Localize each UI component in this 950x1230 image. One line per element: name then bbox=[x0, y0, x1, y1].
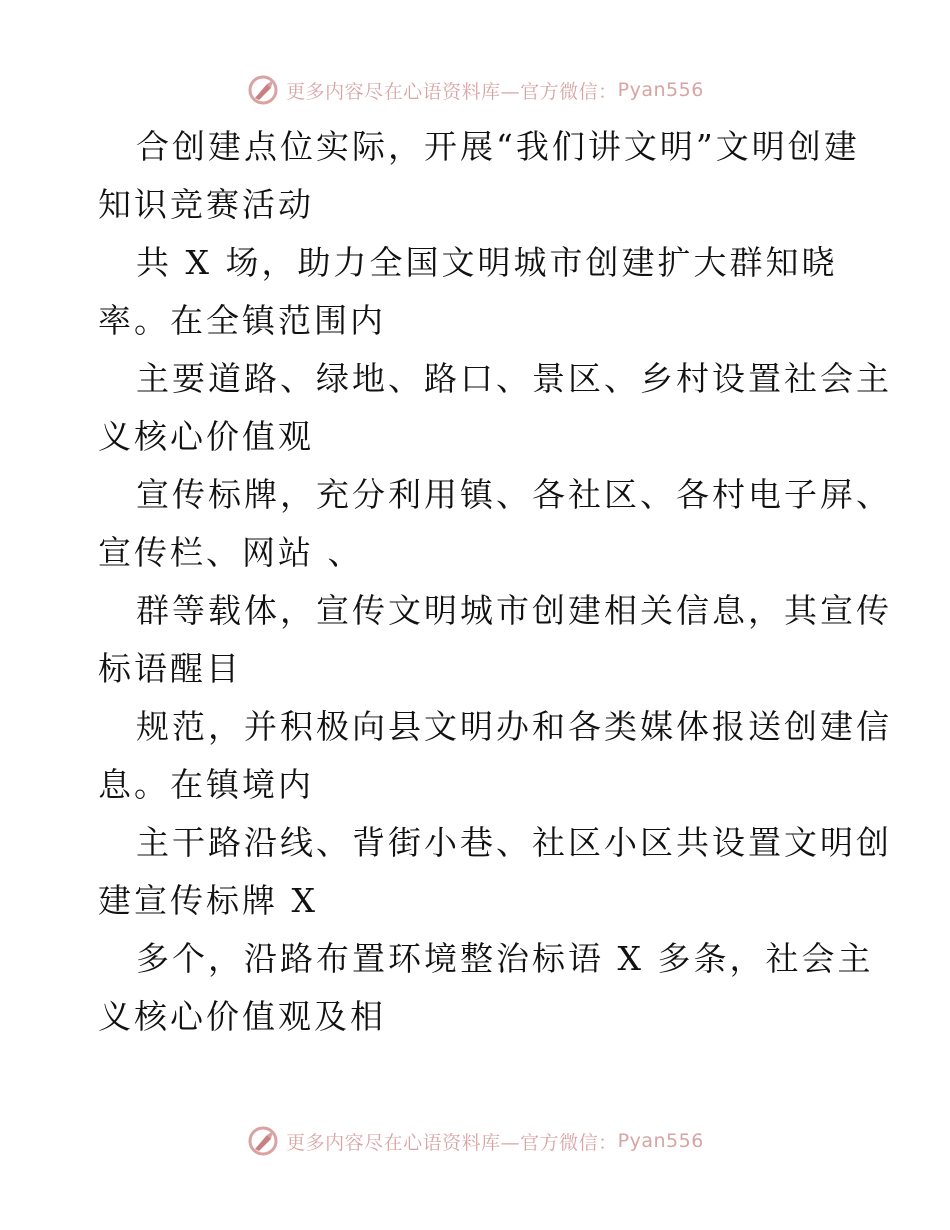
text-line: 多个，沿路布置环境整治标语 X 多条，社会主 bbox=[136, 939, 874, 978]
text-line: 标语醒目 bbox=[98, 649, 242, 688]
pen-nib-logo-icon bbox=[246, 73, 280, 107]
text-line: 合创建点位实际，开展“我们讲文明”文明创建 bbox=[136, 127, 860, 166]
text-line: 群等载体，宣传文明城市创建相关信息，其宣传 bbox=[136, 591, 892, 630]
text-line: 义核心价值观 bbox=[98, 417, 314, 456]
watermark-text: 更多内容尽在心语资料库—官方微信： bbox=[286, 80, 618, 103]
text-line: 宣传标牌，充分利用镇、各社区、各村电子屏、 bbox=[136, 475, 892, 514]
text-line: 息。在镇境内 bbox=[98, 765, 314, 804]
pen-nib-logo-icon bbox=[246, 1124, 280, 1158]
text-line: 共 X 场，助力全国文明城市创建扩大群知晓 bbox=[136, 243, 838, 282]
text-line: 义核心价值观及相 bbox=[98, 997, 386, 1036]
watermark-wechat-id: Pyan556 bbox=[617, 79, 704, 101]
text-line: 率。在全镇范围内 bbox=[98, 301, 386, 340]
text-line: 规范，并积极向县文明办和各类媒体报送创建信 bbox=[136, 707, 892, 746]
text-line: 建宣传标牌 X bbox=[98, 881, 318, 920]
text-line: 宣传栏、网站 、 bbox=[98, 533, 364, 572]
watermark-text: 更多内容尽在心语资料库—官方微信： bbox=[286, 1131, 618, 1154]
watermark-wechat-id: Pyan556 bbox=[617, 1130, 704, 1152]
document-body bbox=[98, 118, 892, 1046]
text-line: 主干路沿线、背街小巷、社区小区共设置文明创 bbox=[136, 823, 892, 862]
header-watermark bbox=[0, 70, 950, 110]
text-line: 知识竞赛活动 bbox=[98, 185, 314, 224]
footer-watermark bbox=[0, 1121, 950, 1161]
text-line: 主要道路、绿地、路口、景区、乡村设置社会主 bbox=[136, 359, 892, 398]
